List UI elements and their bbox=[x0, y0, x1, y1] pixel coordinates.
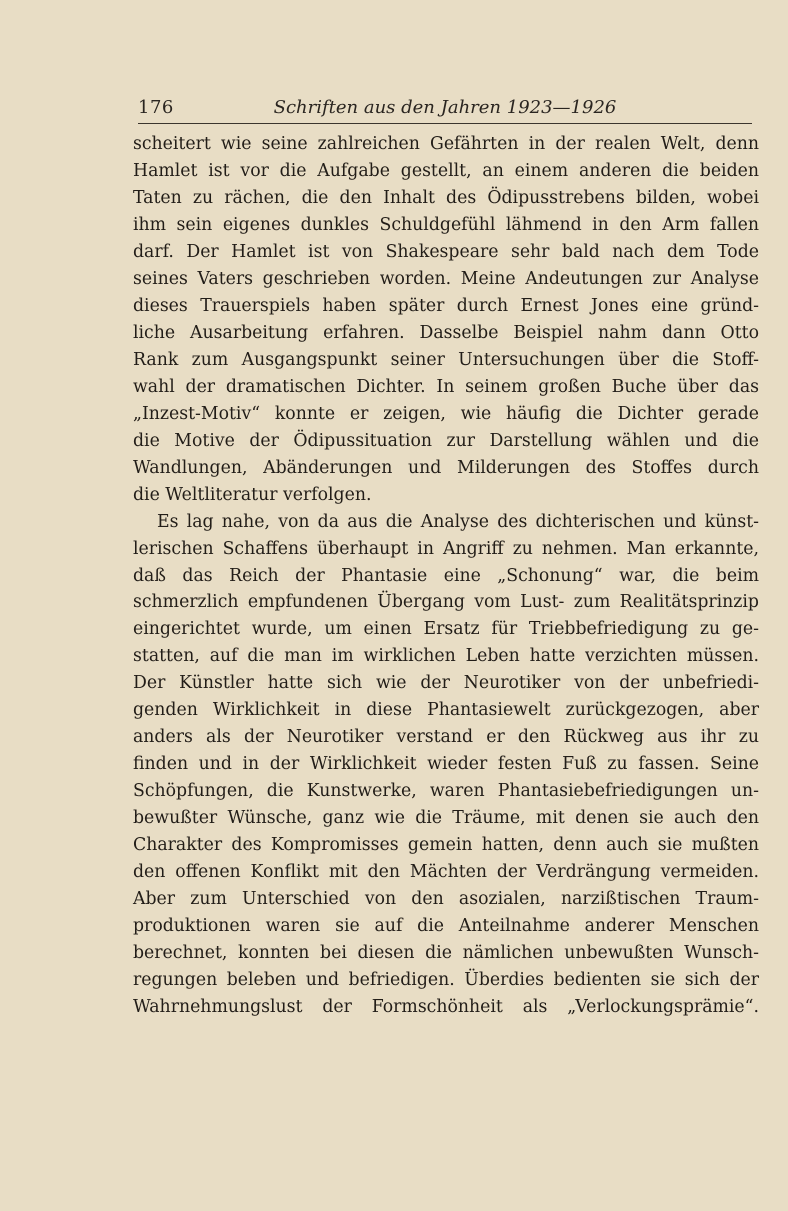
running-title: Schriften aus den Jahren 1923—1926 bbox=[273, 97, 617, 118]
text-line: Rank zum Ausgangspunkt seiner Untersuchungen über die Stoff- bbox=[133, 349, 759, 370]
text-line: berechnet, konnten bei diesen die nämlichen unbewußten Wunsch- bbox=[133, 943, 759, 964]
body-text bbox=[133, 131, 759, 1021]
paragraph-1 bbox=[133, 131, 759, 509]
paragraph-2 bbox=[133, 509, 759, 1021]
text-line: genden Wirklichkeit in diese Phantasiewelt zurückgezogen, aber bbox=[133, 700, 759, 721]
text-line: finden und in der Wirklichkeit wieder festen Fuß zu fassen. Seine bbox=[133, 754, 759, 775]
text-line: Wandlungen, Abänderungen und Milderungen des Stoffes durch bbox=[133, 457, 759, 478]
text-line: liche Ausarbeitung erfahren. Dasselbe Beispiel nahm dann Otto bbox=[133, 322, 759, 343]
text-line: produktionen waren sie auf die Anteilnahme anderer Menschen bbox=[133, 916, 759, 937]
text-line: daß das Reich der Phantasie eine „Schonung“ war, die beim bbox=[133, 565, 759, 586]
text-line: statten, auf die man im wirklichen Leben hatte verzichten müssen. bbox=[133, 646, 759, 667]
text-line: die Motive der Ödipussituation zur Darstellung wählen und die bbox=[133, 430, 759, 451]
text-line: darf. Der Hamlet ist von Shakespeare sehr bald nach dem Tode bbox=[133, 241, 759, 262]
page-number: 176 bbox=[138, 97, 174, 118]
text-line: ihm sein eigenes dunkles Schuldgefühl lähmend in den Arm fallen bbox=[133, 214, 759, 235]
text-line: scheitert wie seine zahlreichen Gefährten in der realen Welt, denn bbox=[133, 134, 759, 154]
text-line: Es lag nahe, von da aus die Analyse des dichterischen und künst- bbox=[157, 511, 759, 532]
text-line: eingerichtet wurde, um einen Ersatz für Triebbefriedigung zu ge- bbox=[133, 619, 759, 640]
running-header bbox=[138, 97, 752, 121]
text-line: lerischen Schaffens überhaupt in Angriff zu nehmen. Man erkannte, bbox=[133, 538, 759, 559]
text-line: „Inzest-Motiv“ konnte er zeigen, wie häufig die Dichter gerade bbox=[133, 403, 759, 424]
text-line: Hamlet ist vor die Aufgabe gestellt, an einem anderen die beiden bbox=[133, 160, 759, 181]
text-line: dieses Trauerspiels haben später durch Ernest Jones eine gründ- bbox=[133, 295, 759, 316]
text-line: Der Künstler hatte sich wie der Neurotiker von der unbefriedi- bbox=[133, 673, 759, 694]
text-line: wahl der dramatischen Dichter. In seinem großen Buche über das bbox=[133, 376, 759, 397]
text-line: Wahrnehmungslust der Formschönheit als „Verlockungsprämie“. bbox=[133, 997, 759, 1017]
text-line: bewußter Wünsche, ganz wie die Träume, mit denen sie auch den bbox=[133, 808, 759, 829]
header-rule bbox=[138, 123, 752, 124]
text-line: Schöpfungen, die Kunstwerke, waren Phantasiebefriedigungen un- bbox=[133, 781, 759, 802]
text-line: regungen beleben und befriedigen. Überdies bedienten sie sich der bbox=[133, 970, 759, 991]
text-line: Charakter des Kompromisses gemein hatten, denn auch sie mußten bbox=[133, 835, 759, 856]
text-line: anders als der Neurotiker verstand er den Rückweg aus ihr zu bbox=[133, 727, 759, 748]
text-line: die Weltliteratur verfolgen. bbox=[133, 484, 372, 505]
text-line: schmerzlich empfundenen Übergang vom Lust- zum Realitätsprinzip bbox=[133, 592, 759, 613]
text-line: Taten zu rächen, die den Inhalt des Ödipusstrebens bilden, wobei bbox=[133, 187, 759, 208]
text-line: seines Vaters geschrieben worden. Meine Andeutungen zur Analyse bbox=[133, 268, 759, 289]
text-line: Aber zum Unterschied von den asozialen, narzißtischen Traum- bbox=[133, 889, 759, 910]
text-line: den offenen Konflikt mit den Mächten der Verdrängung vermeiden. bbox=[133, 862, 759, 883]
